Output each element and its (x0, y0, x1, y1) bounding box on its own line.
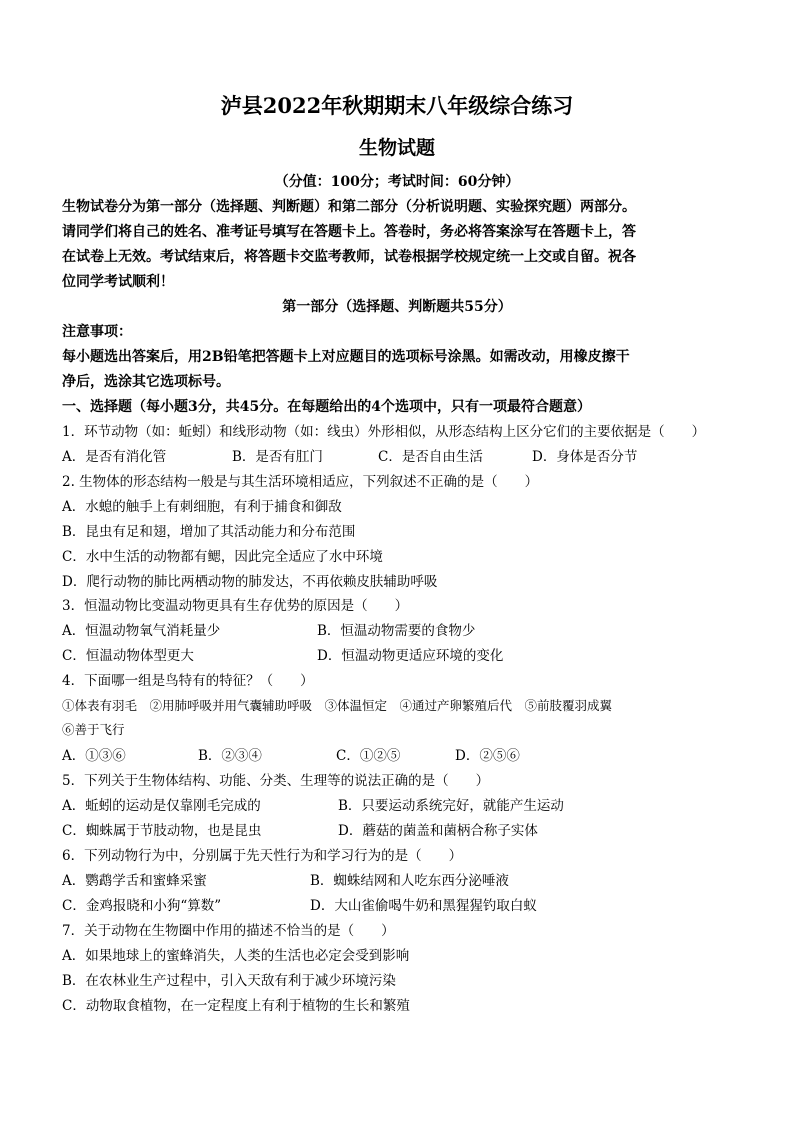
question-3-option-c: C．恒温动物体型更大 (62, 648, 194, 664)
question-1-option-b: B．是否有肛门 (232, 449, 323, 465)
question-4-features: ①体表有羽毛 ②用肺呼吸并用气囊辅助呼吸 ③体温恒定 ④通过产卵繁殖后代 ⑤前肢覆羽成翼 (62, 698, 613, 713)
part1-heading: 第一部分（选择题、判断题共55分） (282, 299, 512, 315)
intro-line: 生物试卷分为第一部分（选择题、判断题）和第二部分（分析说明题、实验探究题）两部分。 (62, 199, 636, 215)
question-2-option-a: A．水螅的触手上有刺细胞，有利于捕食和御敌 (62, 499, 342, 515)
question-1-stem: 1．环节动物（如：蚯蚓）和线形动物（如：线虫）外形相似，从形态结构上区分它们的主要依据是（ ） (62, 424, 706, 440)
question-1-option-c: C．是否自由生活 (378, 449, 483, 465)
question-5-stem: 5．下列关于生物体结构、功能、分类、生理等的说法正确的是（ ） (62, 773, 490, 789)
question-4-option-b: B．②③④ (198, 748, 262, 764)
question-1-option-a: A．是否有消化管 (62, 449, 167, 465)
question-4-option-a: A．①③⑥ (62, 748, 126, 764)
question-7-option-b: B．在农林业生产过程中，引入天敌有利于减少环境污染 (62, 973, 396, 989)
question-6-option-b: B．蜘蛛结网和人吃东西分泌唾液 (310, 873, 509, 889)
exam-title: 泸县2022年秋期期末八年级综合练习 (220, 93, 574, 118)
question-6-option-c: C．金鸡报晓和小狗“算数” (62, 898, 222, 914)
question-5-option-d: D．蘑菇的菌盖和菌柄合称子实体 (338, 823, 538, 839)
question-3-option-b: B．恒温动物需要的食物少 (317, 623, 476, 639)
notice-line: 净后，选涂其它选项标号。 (62, 374, 230, 390)
question-5-option-c: C．蜘蛛属于节肢动物，也是昆虫 (62, 823, 262, 839)
question-6-stem: 6．下列动物行为中，分别属于先天性行为和学习行为的是（ ） (62, 848, 463, 864)
intro-line: 位同学考试顺利！ (62, 274, 174, 290)
question-6-option-a: A．鹦鹉学舌和蜜蜂采蜜 (62, 873, 207, 889)
question-6-option-d: D．大山雀偷喝牛奶和黑猩猩钓取白蚁 (310, 898, 537, 914)
question-3-stem: 3．恒温动物比变温动物更具有生存优势的原因是（ ） (62, 598, 409, 614)
question-3-option-d: D．恒温动物更适应环境的变化 (317, 648, 504, 664)
intro-line: 在试卷上无效。考试结束后，将答题卡交监考教师，试卷根据学校规定统一上交或自留。祝各 (62, 249, 636, 265)
question-4-stem: 4．下面哪一组是鸟特有的特征？（ ） (62, 673, 314, 689)
question-2-option-b: B．昆虫有足和翅，增加了其活动能力和分布范围 (62, 524, 356, 540)
question-2-option-d: D．爬行动物的肺比两栖动物的肺发达，不再依赖皮肤辅助呼吸 (62, 574, 438, 590)
question-4-option-d: D．②⑤⑥ (455, 748, 520, 764)
section1-heading: 一、选择题（每小题3分，共45分。在每题给出的4个选项中，只有一项最符合题意） (62, 399, 591, 415)
question-7-option-a: A．如果地球上的蜜蜂消失，人类的生活也必定会受到影响 (62, 948, 410, 964)
question-4-features: ⑥善于飞行 (62, 722, 125, 737)
question-4-option-c: C．①②⑤ (336, 748, 401, 764)
question-3-option-a: A．恒温动物氧气消耗量少 (62, 623, 221, 639)
question-7-stem: 7．关于动物在生物圈中作用的描述不恰当的是（ ） (62, 923, 395, 939)
notice-heading: 注意事项： (62, 324, 132, 340)
question-5-option-a: A．蚯蚓的运动是仅靠刚毛完成的 (62, 798, 261, 814)
question-2-option-c: C．水中生活的动物都有鳃，因此完全适应了水中环境 (62, 549, 383, 565)
question-1-option-d: D．身体是否分节 (532, 449, 638, 465)
question-7-option-c: C．动物取食植物，在一定程度上有利于植物的生长和繁殖 (62, 998, 410, 1014)
score-time-note: （分值：100分；考试时间：60分钟） (274, 174, 520, 190)
question-5-option-b: B．只要运动系统完好，就能产生运动 (338, 798, 564, 814)
notice-line: 每小题选出答案后，用2B铅笔把答题卡上对应题目的选项标号涂黑。如需改动，用橡皮擦干 (62, 349, 630, 365)
question-2-stem: 2. 生物体的形态结构一般是与其生活环境相适应，下列叙述不正确的是（ ） (62, 474, 539, 490)
intro-line: 请同学们将自己的姓名、准考证号填写在答题卡上。答卷时，务必将答案涂写在答题卡上，答 (62, 224, 636, 240)
exam-subject: 生物试题 (358, 137, 435, 159)
